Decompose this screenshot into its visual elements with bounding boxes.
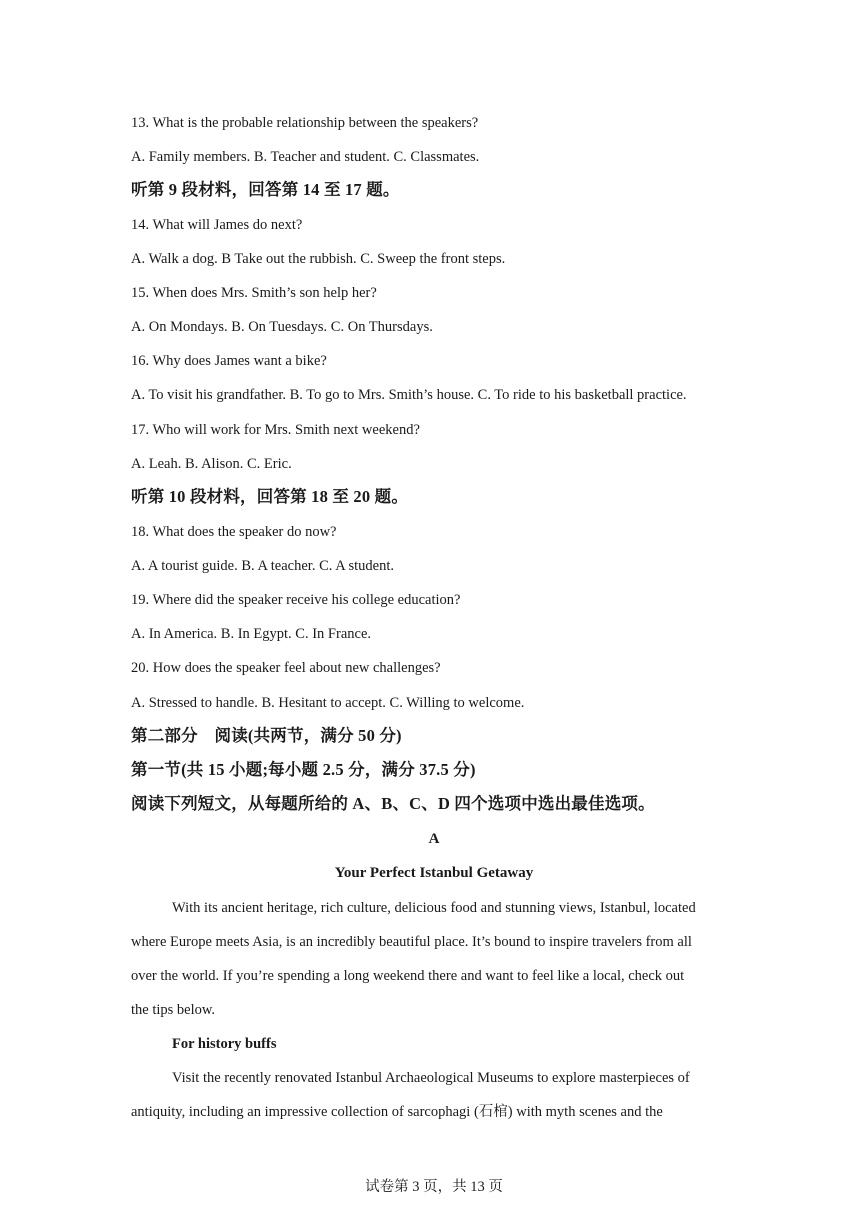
q16-options: A. To visit his grandfather. B. To go to Mrs. Smith’s house. C. To ride to his basketball practice. xyxy=(131,387,687,403)
q20-question: 20. How does the speaker feel about new challenges? xyxy=(131,660,441,676)
q14-question: 14. What will James do next? xyxy=(131,217,303,233)
q15-question: 15. When does Mrs. Smith’s son help her? xyxy=(131,285,377,301)
passage-paragraph-1-line-1: With its ancient heritage, rich culture, delicious food and stunning views, Istanbul, located xyxy=(172,900,696,916)
passage-title: Your Perfect Istanbul Getaway xyxy=(334,865,534,881)
q15-options: A. On Mondays. B. On Tuesdays. C. On Thursdays. xyxy=(131,319,433,335)
q17-options: A. Leah. B. Alison. C. Eric. xyxy=(131,456,292,472)
part-two-heading: 第二部分 阅读(共两节，满分 50 分) xyxy=(131,726,402,745)
q18-question: 18. What does the speaker do now? xyxy=(131,524,337,540)
passage-letter: A xyxy=(428,831,440,847)
passage-paragraph-2-line-2: antiquity, including an impressive collection of sarcophagi (石棺) with myth scenes and the xyxy=(131,1104,663,1120)
passage-paragraph-1-line-3: over the world. If you’re spending a long weekend there and want to feel like a local, check out xyxy=(131,968,685,984)
q14-options: A. Walk a dog. B Take out the rubbish. C. Sweep the front steps. xyxy=(131,251,506,267)
q19-options: A. In America. B. In Egypt. C. In France. xyxy=(131,626,372,642)
section-10-heading: 听第 10 段材料，回答第 18 至 20 题。 xyxy=(131,487,409,506)
q13-options: A. Family members. B. Teacher and student. C. Classmates. xyxy=(131,149,480,165)
q17-question: 17. Who will work for Mrs. Smith next weekend? xyxy=(131,422,420,438)
q16-question: 16. Why does James want a bike? xyxy=(131,353,327,369)
q19-question: 19. Where did the speaker receive his college education? xyxy=(131,592,461,608)
q20-options: A. Stressed to handle. B. Hesitant to accept. C. Willing to welcome. xyxy=(131,695,525,711)
q13-question: 13. What is the probable relationship between the speakers? xyxy=(131,115,479,131)
passage-paragraph-1-line-2: where Europe meets Asia, is an incredibly beautiful place. It’s bound to inspire travelers from all xyxy=(131,934,692,950)
instructions: 阅读下列短文，从每题所给的 A、B、C、D 四个选项中选出最佳选项。 xyxy=(131,794,655,813)
passage-paragraph-1-line-4: the tips below. xyxy=(131,1002,216,1018)
q18-options: A. A tourist guide. B. A teacher. C. A student. xyxy=(131,558,395,574)
passage-subheading: For history buffs xyxy=(172,1036,277,1052)
page-footer: 试卷第 3 页，共 13 页 xyxy=(365,1179,503,1195)
section-one-heading: 第一节(共 15 小题;每小题 2.5 分，满分 37.5 分) xyxy=(131,760,476,779)
passage-paragraph-2-line-1: Visit the recently renovated Istanbul Archaeological Museums to explore masterpieces of xyxy=(172,1070,690,1086)
section-9-heading: 听第 9 段材料，回答第 14 至 17 题。 xyxy=(131,180,400,199)
